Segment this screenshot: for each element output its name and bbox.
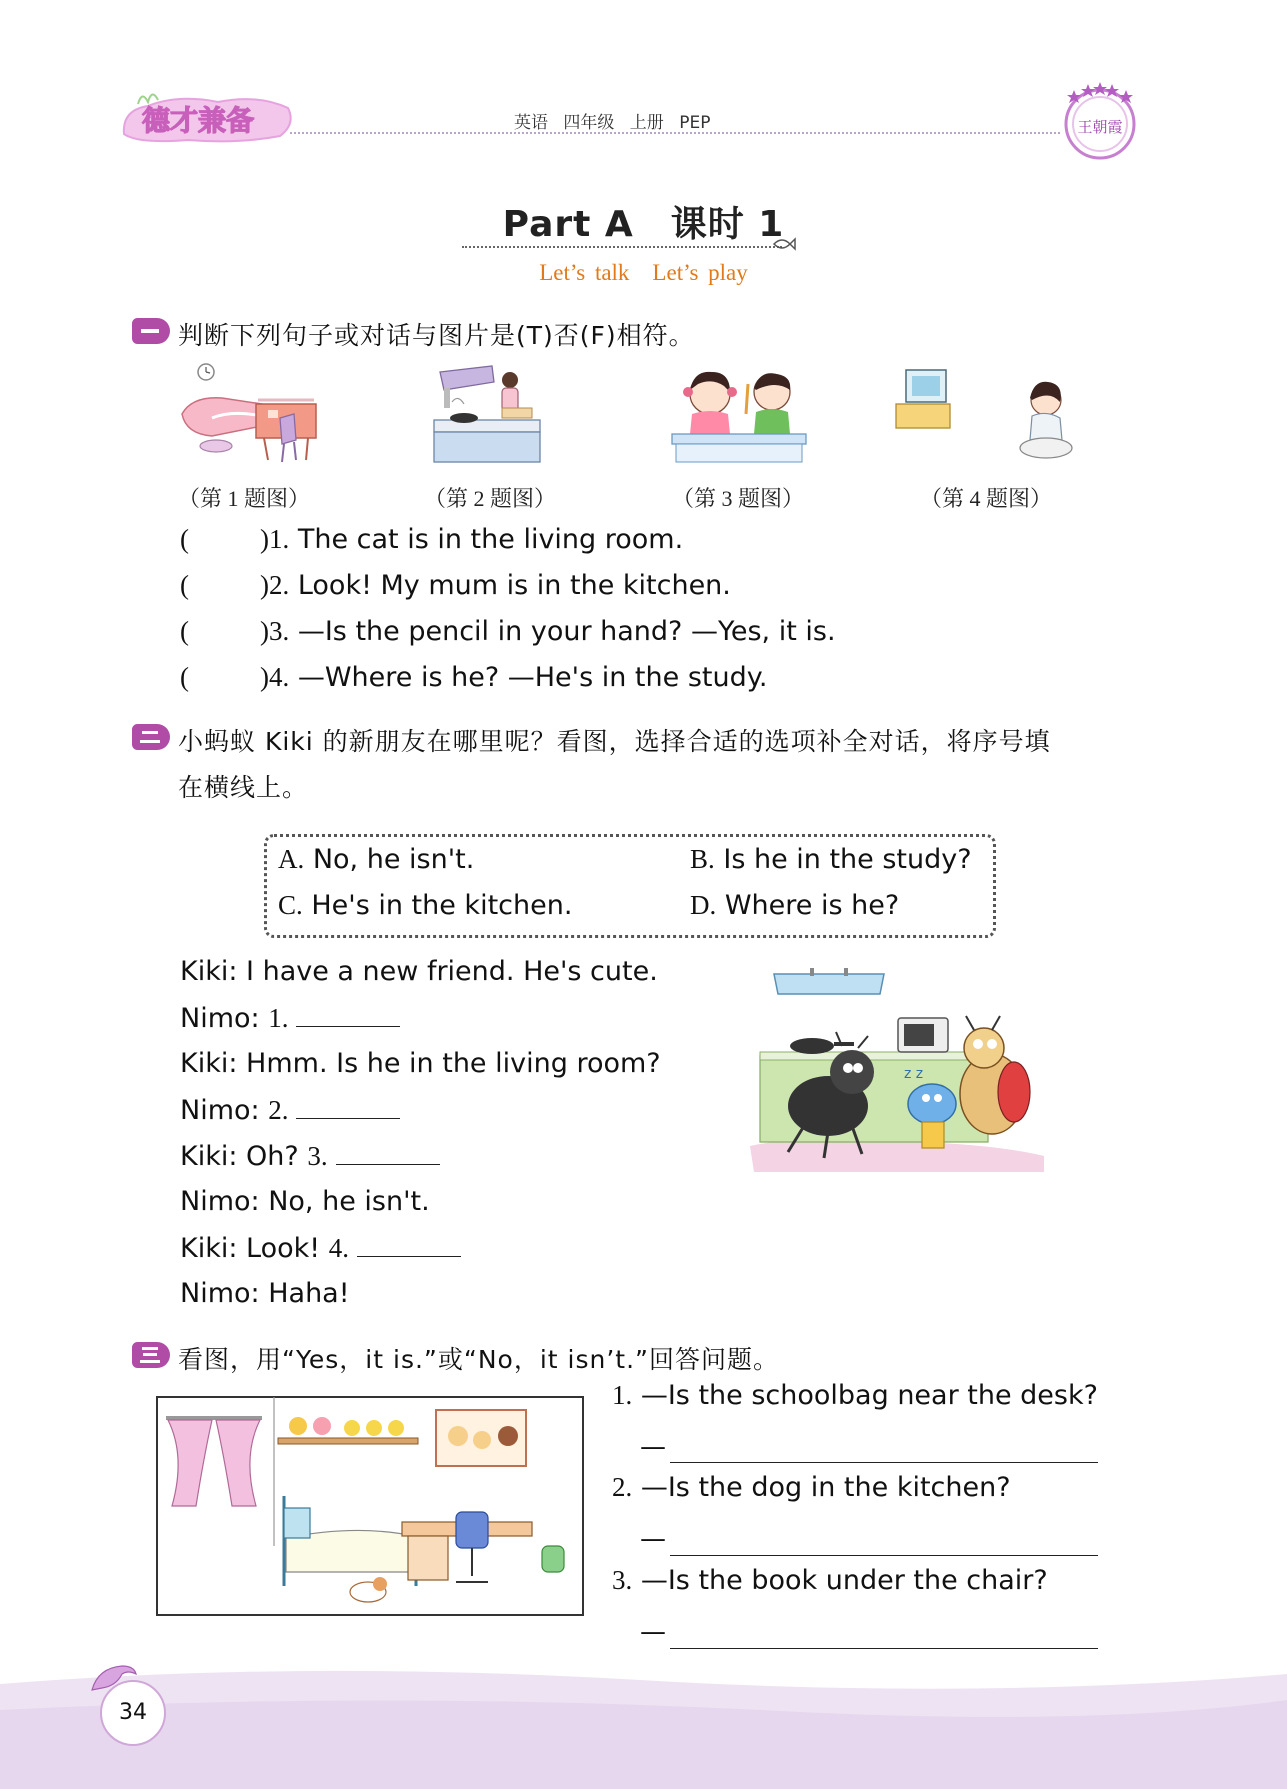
- dialogue-line-1: Kiki: I have a new friend. He's cute.: [180, 956, 658, 987]
- answer-blank-3[interactable]: [336, 1140, 440, 1165]
- title-underline: [462, 246, 782, 248]
- bedroom-illustration: [172, 360, 332, 472]
- judge-item-text: —Where is he? —He's in the study.: [297, 662, 768, 693]
- judge-item-num: 2.: [269, 570, 290, 600]
- dialogue-line-7: Kiki: Look! 4.: [180, 1232, 461, 1264]
- judge-item-text: —Is the pencil in your hand? —Yes, it is.: [297, 616, 836, 647]
- caption-2: （第 2 题图）: [424, 486, 557, 511]
- ant-kitchen-illustration: [744, 966, 1064, 1176]
- dialogue-line-3: Kiki: Hmm. Is he in the living room?: [180, 1048, 661, 1079]
- brand-text: 德才兼备: [142, 104, 255, 137]
- judge-item-text: Look! My mum is in the kitchen.: [297, 570, 731, 601]
- svg-text:z z: z z: [904, 1066, 924, 1082]
- answer-blank-4[interactable]: [357, 1232, 461, 1257]
- header-info: 英语 四年级 上册 PEP: [514, 113, 711, 133]
- page-number: 34: [100, 1680, 166, 1746]
- judge-item-2[interactable]: ( )2. Look! My mum is in the kitchen.: [180, 570, 731, 601]
- answer-line-2[interactable]: [670, 1555, 1098, 1556]
- judge-item-text: The cat is in the living room.: [297, 524, 684, 555]
- dialogue-line-4: Nimo: 2.: [180, 1094, 400, 1126]
- judge-item-num: 1.: [269, 524, 290, 554]
- fish-icon: [772, 236, 796, 252]
- option-b: B. Is he in the study?: [690, 844, 972, 875]
- question-1: 1. —Is the schoolbag near the desk?: [612, 1380, 1098, 1411]
- answer-blank-2[interactable]: [296, 1094, 400, 1119]
- seal-emblem: [1058, 76, 1142, 166]
- dialogue-line-8: Nimo: Haha!: [180, 1278, 350, 1309]
- question-3: 3. —Is the book under the chair?: [612, 1565, 1048, 1596]
- children-illustration: [664, 364, 814, 472]
- caption-4: （第 4 题图）: [920, 486, 1053, 511]
- option-a: A. No, he isn't.: [278, 844, 475, 875]
- answer-dash-2: —: [640, 1524, 666, 1554]
- bedroom-scene-illustration: [156, 1396, 584, 1616]
- section-1-title: 判断下列句子或对话与图片是(T)否(F)相符。: [178, 321, 695, 350]
- answer-line-3[interactable]: [670, 1648, 1098, 1649]
- footer-band: [0, 1660, 1287, 1789]
- option-c: C. He's in the kitchen.: [278, 890, 573, 921]
- option-d: D. Where is he?: [690, 890, 900, 921]
- dialogue-line-6: Nimo: No, he isn't.: [180, 1186, 430, 1217]
- dialogue-line-2: Nimo: 1.: [180, 1002, 400, 1034]
- caption-3: （第 3 题图）: [672, 486, 805, 511]
- judge-item-num: 3.: [269, 616, 290, 646]
- answer-blank-1[interactable]: [296, 1002, 400, 1027]
- answer-dash-3: —: [640, 1617, 666, 1647]
- section-2-title-cont: 在横线上。: [178, 773, 309, 802]
- section-2-title: 小蚂蚁 Kiki 的新朋友在哪里呢？看图，选择合适的选项补全对话，将序号填: [178, 727, 1051, 756]
- section-3-title: 看图，用“Yes，it is.”或“No，it isn’t.”回答问题。: [178, 1345, 779, 1374]
- judge-item-1[interactable]: ( )1. The cat is in the living room.: [180, 524, 684, 555]
- section-badge-1: [132, 318, 170, 344]
- section-badge-2: [132, 724, 170, 750]
- brand-logo: [118, 84, 298, 146]
- page-title: Part A 课时 1: [502, 204, 785, 245]
- judge-item-3[interactable]: ( )3. —Is the pencil in your hand? —Yes, it is.: [180, 616, 836, 647]
- page-subtitle: Let’s talk Let’s play: [539, 260, 748, 285]
- kitchen-illustration: [430, 362, 560, 474]
- caption-1: （第 1 题图）: [178, 486, 311, 511]
- answer-dash-1: —: [640, 1432, 666, 1462]
- answer-line-1[interactable]: [670, 1462, 1098, 1463]
- seal-text: 王朝霞: [1077, 118, 1123, 136]
- judge-item-4[interactable]: ( )4. —Where is he? —He's in the study.: [180, 662, 768, 693]
- judge-item-num: 4.: [269, 662, 290, 692]
- question-2: 2. —Is the dog in the kitchen?: [612, 1472, 1011, 1503]
- living-room-illustration: [892, 364, 1076, 474]
- section-badge-3: [132, 1342, 170, 1368]
- dialogue-line-5: Kiki: Oh? 3.: [180, 1140, 440, 1172]
